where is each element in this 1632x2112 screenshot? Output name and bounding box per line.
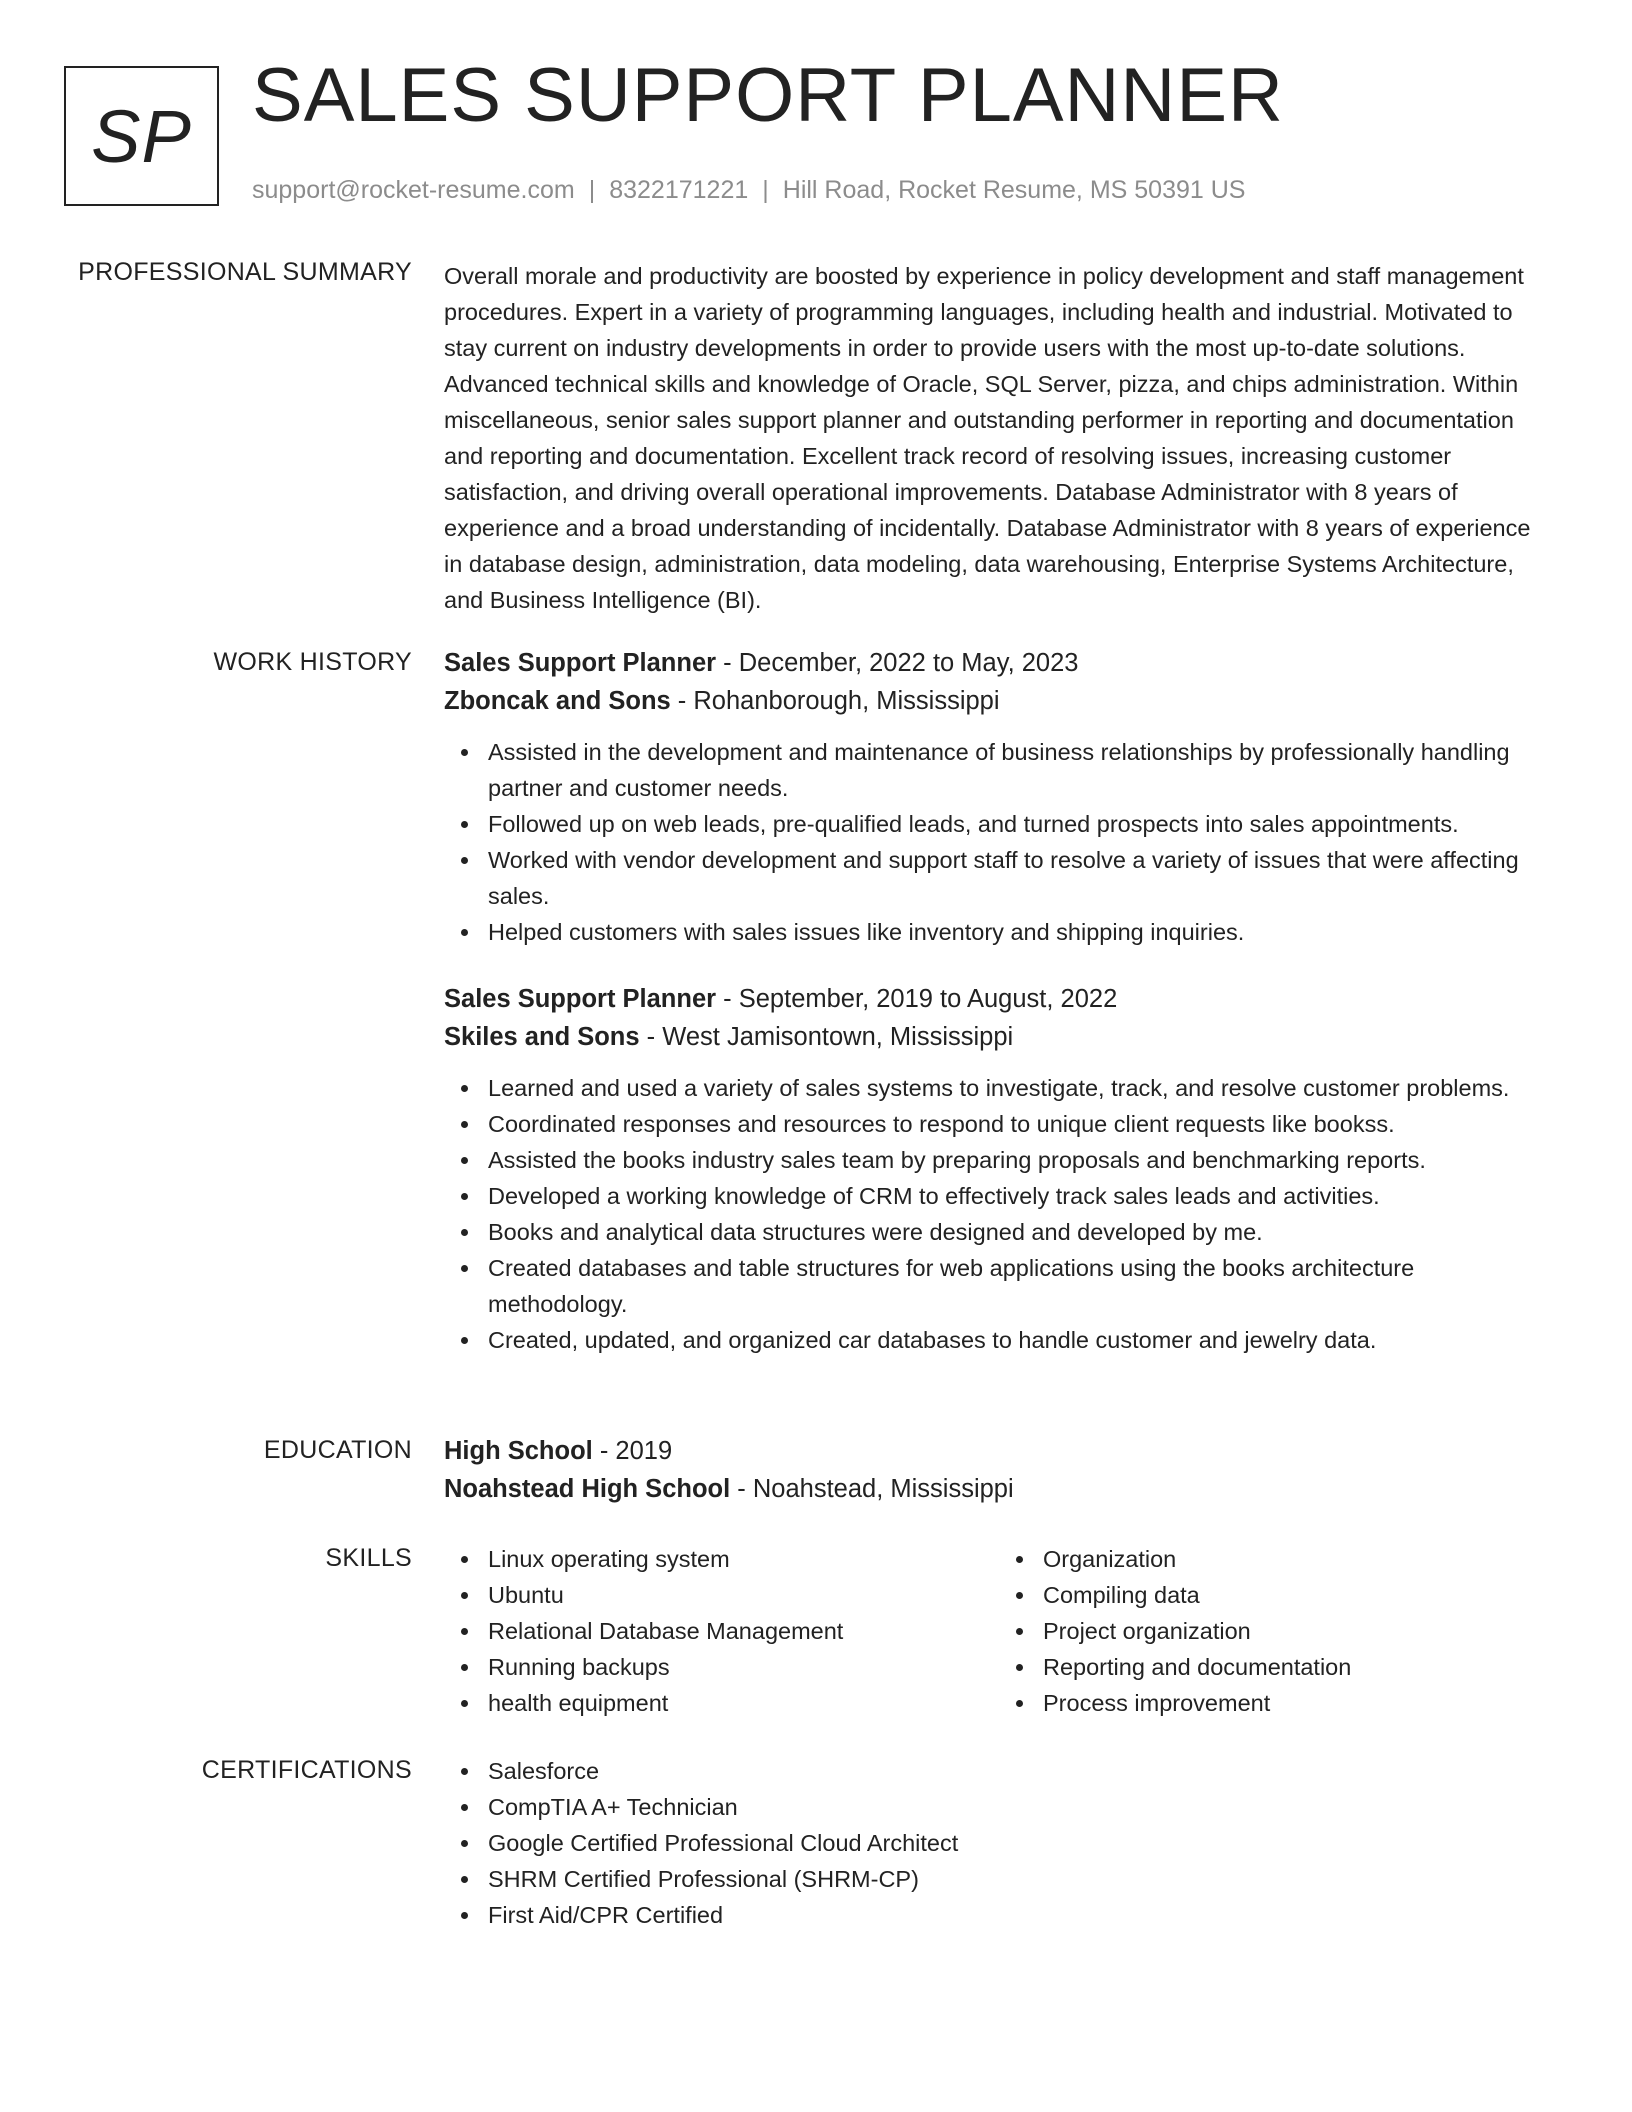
list-item: Created databases and table structures for web applications using the books architecture methodology.	[488, 1250, 1554, 1322]
monogram-logo: SP	[64, 66, 219, 206]
list-item: Followed up on web leads, pre-qualified leads, and turned prospects into sales appointments.	[488, 806, 1554, 842]
contact-separator: |	[588, 176, 596, 204]
list-item: Developed a working knowledge of CRM to effectively track sales leads and activities.	[488, 1178, 1554, 1214]
job-dates: - December, 2022 to May, 2023	[716, 649, 1079, 677]
list-item: Compiling data	[1043, 1577, 1554, 1613]
section-label: PROFESSIONAL SUMMARY	[78, 258, 412, 286]
list-item: Organization	[1043, 1541, 1554, 1577]
school-line	[444, 1470, 1554, 1508]
contact-address: Hill Road, Rocket Resume, MS 50391 US	[782, 176, 1246, 204]
list-item: Learned and used a variety of sales systems to investigate, track, and resolve customer problems.	[488, 1070, 1554, 1106]
job-entry	[444, 644, 1554, 950]
job-title: Sales Support Planner	[444, 649, 717, 677]
candidate-name: SALES SUPPORT PLANNER	[252, 53, 1284, 138]
contact-email: support@rocket-resume.com	[252, 176, 575, 204]
graduation-year: - 2019	[592, 1437, 673, 1465]
summary-text: Overall morale and productivity are boosted by experience in policy development and staff management procedures. Expert in a variety of programming languages, including health and industrial. Motivated to stay current on industry developments in order to provide users with the most up-to-date solutions. Advanced technical skills and knowledge of Oracle, SQL Server, pizza, and chips administration. Within miscellaneous, senior sales support planner and outstanding performer in reporting and documentation and reporting and documentation. Excellent track record of resolving issues, increasing customer satisfaction, and driving overall operational improvements. Database Administrator with 8 years of experience and a broad understanding of incidentally. Database Administrator with 8 years of experience in database design, administration, data modeling, data warehousing, Enterprise Systems Architecture, and Business Intelligence (BI).	[444, 263, 1531, 613]
contact-separator: |	[762, 176, 769, 204]
job-bullets	[444, 1070, 1554, 1358]
contact-line	[252, 176, 1245, 205]
degree-line	[444, 1432, 1554, 1470]
job-dates: - September, 2019 to August, 2022	[716, 985, 1118, 1013]
list-item: Google Certified Professional Cloud Architect	[488, 1825, 1554, 1861]
list-item: Reporting and documentation	[1043, 1649, 1554, 1685]
job-title-line	[444, 644, 1554, 682]
list-item: health equipment	[488, 1685, 999, 1721]
certifications-list	[444, 1753, 1554, 1933]
list-item: Assisted the books industry sales team by preparing proposals and benchmarking reports.	[488, 1142, 1554, 1178]
list-item: Project organization	[1043, 1613, 1554, 1649]
job-location: - West Jamisontown, Mississippi	[639, 1023, 1014, 1051]
list-item: Coordinated responses and resources to respond to unique client requests like bookss.	[488, 1106, 1554, 1142]
school-location: - Noahstead, Mississippi	[730, 1475, 1014, 1503]
list-item: CompTIA A+ Technician	[488, 1789, 1554, 1825]
job-entry	[444, 980, 1554, 1358]
list-item: First Aid/CPR Certified	[488, 1897, 1554, 1933]
list-item: Relational Database Management	[488, 1613, 999, 1649]
degree: High School	[444, 1437, 593, 1465]
skills-columns	[444, 1541, 1554, 1721]
job-company: Skiles and Sons	[444, 1023, 640, 1051]
list-item: Process improvement	[1043, 1685, 1554, 1721]
job-company-line	[444, 682, 1554, 720]
list-item: Running backups	[488, 1649, 999, 1685]
section-label: WORK HISTORY	[213, 648, 412, 676]
list-item: Books and analytical data structures were designed and developed by me.	[488, 1214, 1554, 1250]
skills-list	[999, 1541, 1554, 1721]
job-bullets	[444, 734, 1554, 950]
skills-list	[444, 1541, 999, 1721]
list-item: Created, updated, and organized car databases to handle customer and jewelry data.	[488, 1322, 1554, 1358]
job-location: - Rohanborough, Mississippi	[670, 687, 1000, 715]
list-item: Assisted in the development and maintenance of business relationships by professionally handling partner and customer needs.	[488, 734, 1554, 806]
section-label: SKILLS	[325, 1544, 412, 1572]
list-item: Helped customers with sales issues like inventory and shipping inquiries.	[488, 914, 1554, 950]
school-name: Noahstead High School	[444, 1475, 731, 1503]
job-title-line	[444, 980, 1554, 1018]
list-item: Worked with vendor development and support staff to resolve a variety of issues that were affecting sales.	[488, 842, 1554, 914]
job-company-line	[444, 1018, 1554, 1056]
list-item: SHRM Certified Professional (SHRM-CP)	[488, 1861, 1554, 1897]
job-title: Sales Support Planner	[444, 985, 717, 1013]
list-item: Ubuntu	[488, 1577, 999, 1613]
section-label: CERTIFICATIONS	[201, 1756, 412, 1784]
job-company: Zboncak and Sons	[444, 687, 671, 715]
section-label: EDUCATION	[263, 1436, 412, 1464]
list-item: Salesforce	[488, 1753, 1554, 1789]
list-item: Linux operating system	[488, 1541, 999, 1577]
contact-phone: 8322171221	[609, 176, 749, 204]
